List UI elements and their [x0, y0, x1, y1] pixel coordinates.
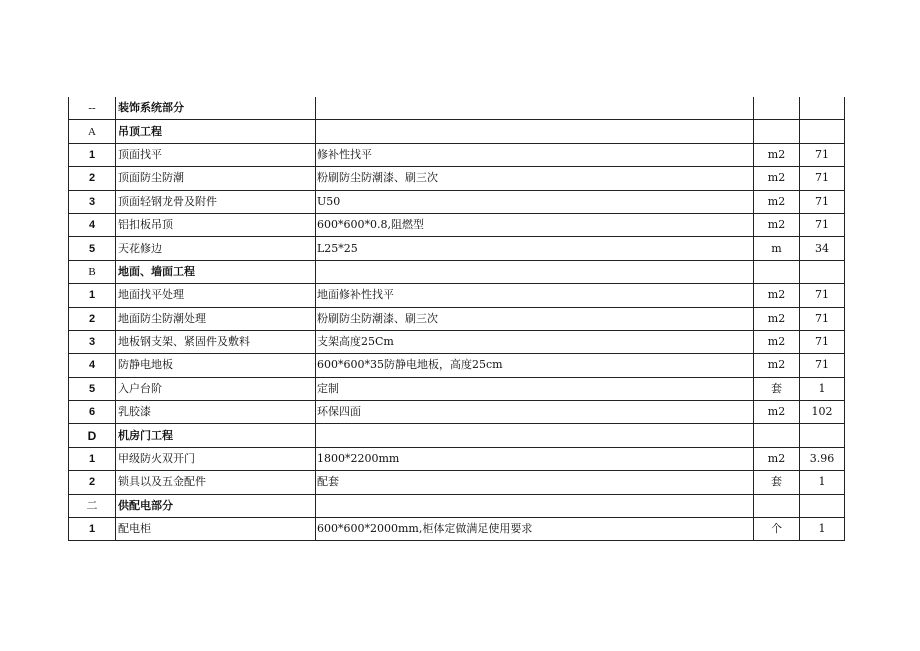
item-spec-cell: 配套 — [316, 471, 754, 494]
table-row — [69, 447, 845, 470]
item-quantity-cell: 71 — [800, 167, 845, 190]
item-name-cell: 锁具以及五金配件 — [116, 471, 316, 494]
bill-of-materials-table — [68, 97, 845, 541]
item-quantity-cell: 1 — [800, 471, 845, 494]
item-index-cell: 2 — [69, 471, 116, 494]
table-row — [69, 190, 845, 213]
table-row — [69, 401, 845, 424]
item-spec-cell: 粉刷防尘防潮漆、刷三次 — [316, 167, 754, 190]
item-index-cell: 二 — [69, 494, 116, 517]
item-index-cell: -- — [69, 97, 116, 120]
table-row — [69, 354, 845, 377]
item-spec-cell: 环保四面 — [316, 401, 754, 424]
table-body — [69, 97, 845, 541]
item-unit-cell: m — [754, 237, 800, 260]
item-index-cell: 1 — [69, 518, 116, 541]
item-name-cell: 地面找平处理 — [116, 284, 316, 307]
item-index-cell: 3 — [69, 330, 116, 353]
table-row — [69, 518, 845, 541]
item-index-cell: 4 — [69, 354, 116, 377]
item-unit-cell: m2 — [754, 330, 800, 353]
item-unit-cell: m2 — [754, 143, 800, 166]
item-spec-cell: L25*25 — [316, 237, 754, 260]
item-name-cell: 地板钢支架、紧固件及敷料 — [116, 330, 316, 353]
item-index-cell: 2 — [69, 307, 116, 330]
item-index-cell: 4 — [69, 213, 116, 236]
item-unit-cell — [754, 494, 800, 517]
section-row — [69, 494, 845, 517]
item-spec-cell: 1800*2200mm — [316, 447, 754, 470]
table-row — [69, 307, 845, 330]
item-spec-cell: 粉刷防尘防潮漆、刷三次 — [316, 307, 754, 330]
item-unit-cell: m2 — [754, 190, 800, 213]
item-spec-cell: 600*600*35防静电地板，高度25cm — [316, 354, 754, 377]
item-name-cell: 顶面轻钢龙骨及附件 — [116, 190, 316, 213]
item-quantity-cell: 3.96 — [800, 447, 845, 470]
item-index-cell: A — [69, 120, 116, 143]
item-name-cell: 顶面防尘防潮 — [116, 167, 316, 190]
item-index-cell: D — [69, 424, 116, 447]
item-name-cell: 供配电部分 — [116, 494, 316, 517]
item-quantity-cell — [800, 494, 845, 517]
item-unit-cell: m2 — [754, 284, 800, 307]
item-unit-cell: m2 — [754, 447, 800, 470]
table-row — [69, 330, 845, 353]
item-spec-cell — [316, 260, 754, 283]
item-quantity-cell: 71 — [800, 307, 845, 330]
item-spec-cell — [316, 424, 754, 447]
item-name-cell: 吊顶工程 — [116, 120, 316, 143]
item-quantity-cell: 71 — [800, 284, 845, 307]
item-unit-cell: 套 — [754, 377, 800, 400]
item-unit-cell: 个 — [754, 518, 800, 541]
item-index-cell: 2 — [69, 167, 116, 190]
table-row — [69, 167, 845, 190]
item-spec-cell — [316, 97, 754, 120]
item-index-cell: 1 — [69, 284, 116, 307]
item-unit-cell: m2 — [754, 401, 800, 424]
item-unit-cell: m2 — [754, 167, 800, 190]
table-row — [69, 284, 845, 307]
item-quantity-cell: 1 — [800, 518, 845, 541]
item-name-cell: 地面防尘防潮处理 — [116, 307, 316, 330]
item-unit-cell: m2 — [754, 213, 800, 236]
item-unit-cell: 套 — [754, 471, 800, 494]
item-name-cell: 天花修边 — [116, 237, 316, 260]
item-index-cell: B — [69, 260, 116, 283]
item-unit-cell — [754, 97, 800, 120]
item-name-cell: 甲级防火双开门 — [116, 447, 316, 470]
item-unit-cell: m2 — [754, 354, 800, 377]
item-quantity-cell: 71 — [800, 143, 845, 166]
item-spec-cell — [316, 120, 754, 143]
item-unit-cell — [754, 424, 800, 447]
item-spec-cell: 600*600*0.8,阻燃型 — [316, 213, 754, 236]
item-name-cell: 入户台阶 — [116, 377, 316, 400]
item-spec-cell: 地面修补性找平 — [316, 284, 754, 307]
item-quantity-cell: 71 — [800, 354, 845, 377]
item-quantity-cell: 34 — [800, 237, 845, 260]
table-row — [69, 471, 845, 494]
item-index-cell: 6 — [69, 401, 116, 424]
item-name-cell: 乳胶漆 — [116, 401, 316, 424]
item-name-cell: 装饰系统部分 — [116, 97, 316, 120]
item-index-cell: 1 — [69, 143, 116, 166]
item-name-cell: 铝扣板吊顶 — [116, 213, 316, 236]
item-unit-cell — [754, 260, 800, 283]
item-quantity-cell: 1 — [800, 377, 845, 400]
section-row — [69, 120, 845, 143]
table-row — [69, 237, 845, 260]
item-spec-cell: U50 — [316, 190, 754, 213]
item-spec-cell: 600*600*2000mm,柜体定做满足使用要求 — [316, 518, 754, 541]
item-quantity-cell — [800, 260, 845, 283]
table-row — [69, 213, 845, 236]
item-name-cell: 地面、墙面工程 — [116, 260, 316, 283]
item-quantity-cell: 71 — [800, 190, 845, 213]
item-quantity-cell — [800, 424, 845, 447]
table-row — [69, 377, 845, 400]
item-index-cell: 5 — [69, 377, 116, 400]
item-quantity-cell: 71 — [800, 330, 845, 353]
item-index-cell: 3 — [69, 190, 116, 213]
item-name-cell: 机房门工程 — [116, 424, 316, 447]
item-quantity-cell: 102 — [800, 401, 845, 424]
section-row — [69, 260, 845, 283]
table-row — [69, 143, 845, 166]
item-spec-cell — [316, 494, 754, 517]
item-unit-cell — [754, 120, 800, 143]
item-spec-cell: 支架高度25Cm — [316, 330, 754, 353]
item-unit-cell: m2 — [754, 307, 800, 330]
item-quantity-cell — [800, 120, 845, 143]
section-row — [69, 97, 845, 120]
item-spec-cell: 定制 — [316, 377, 754, 400]
item-name-cell: 配电柜 — [116, 518, 316, 541]
item-name-cell: 顶面找平 — [116, 143, 316, 166]
item-index-cell: 1 — [69, 447, 116, 470]
item-name-cell: 防静电地板 — [116, 354, 316, 377]
section-row — [69, 424, 845, 447]
item-index-cell: 5 — [69, 237, 116, 260]
item-spec-cell: 修补性找平 — [316, 143, 754, 166]
item-quantity-cell: 71 — [800, 213, 845, 236]
item-quantity-cell — [800, 97, 845, 120]
